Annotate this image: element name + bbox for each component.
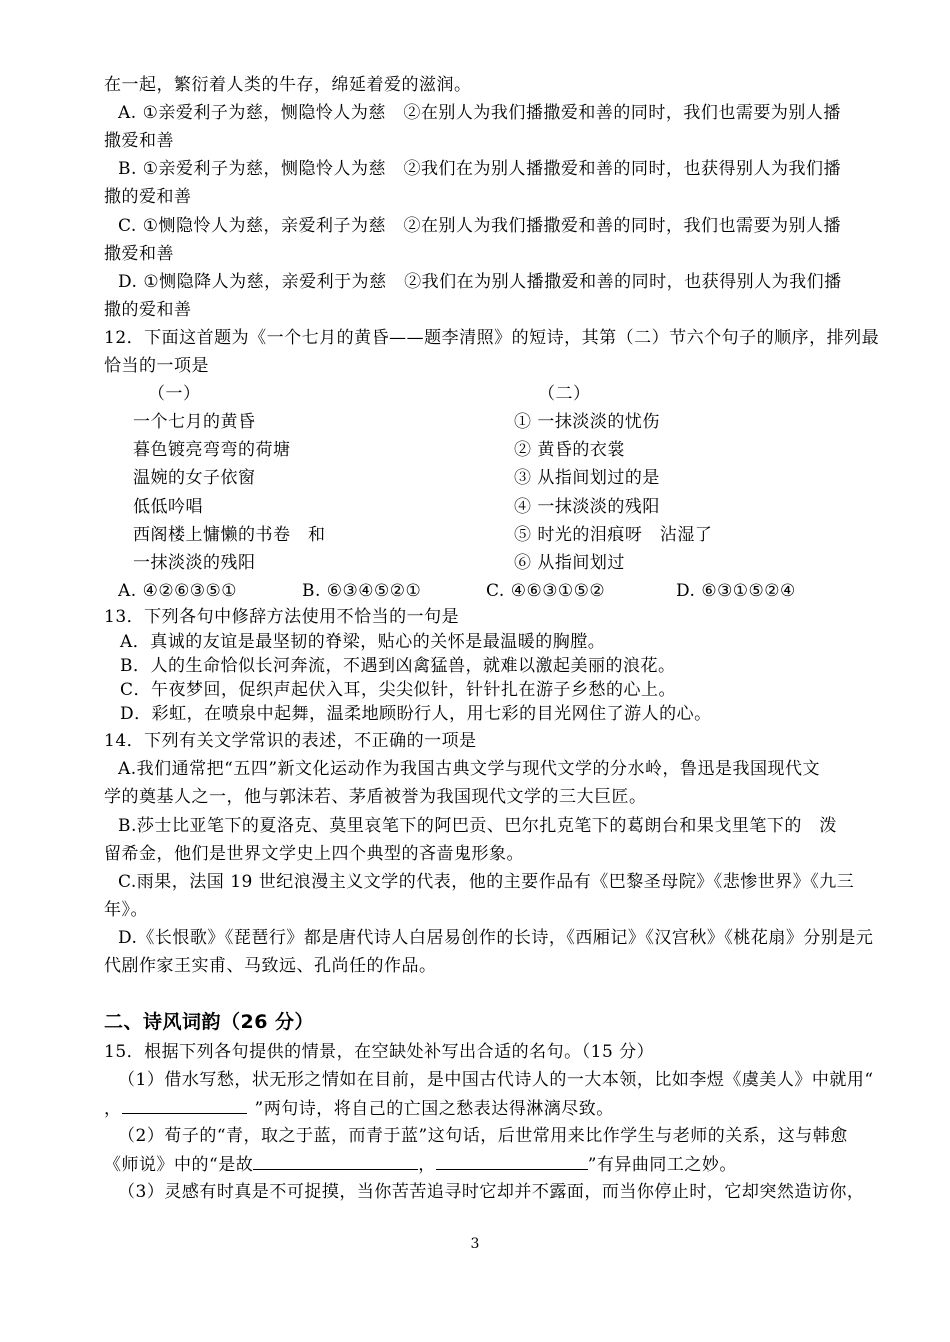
q15-item-2-suffix: ”有异曲同工之妙。 [587, 1155, 737, 1175]
answer-blank[interactable] [253, 1153, 418, 1170]
q15-item-2-cont [104, 1153, 737, 1176]
q15-item-1-suffix: ”两句诗，将自己的亡国之愁表达得淋漓尽致。 [254, 1099, 614, 1119]
q14-option-a: A.我们通常把“五四”新文化运动作为我国古典文学与现代文学的分水岭，鲁迅是我国现代文 [118, 759, 821, 779]
q11-option-d-cont: 撒的爱和善 [104, 300, 192, 320]
poem-left-line: 一个七月的黄昏 [133, 412, 256, 432]
q14-option-d-cont: 代剧作家王实甫、马致远、孔尚任的作品。 [104, 956, 437, 976]
poem-part-2-heading: （二） [538, 384, 591, 404]
poem-right-line: ⑥ 从指间划过 [514, 553, 625, 573]
poem-left-line: 一抹淡淡的残阳 [133, 553, 256, 573]
q13-option-c: C．午夜梦回，促织声起伏入耳，尖尖似针，针针扎在游子乡愁的心上。 [120, 680, 677, 700]
q15-item-2-prefix: 《师说》中的“是故 [104, 1155, 254, 1175]
q14-option-b-cont: 留希金，他们是世界文学史上四个典型的吝啬鬼形象。 [104, 844, 524, 864]
q14-option-a-cont: 学的奠基人之一，他与郭沫若、茅盾被誉为我国现代文学的三大巨匠。 [104, 787, 647, 807]
q12-option-a: A. ④②⑥③⑤① [118, 581, 238, 601]
q11-option-b: B. ①亲爱利子为慈，恻隐怜人为慈 ②我们在为别人播撒爱和善的同时，也获得别人为我们播 [118, 159, 842, 179]
q15-item-1-cont [104, 1097, 614, 1120]
q15-item-1-prefix: ， [104, 1099, 122, 1119]
q12-stem: 12．下面这首题为《一个七月的黄昏——题李清照》的短诗，其第（二）节六个句子的顺序，排列最 [104, 328, 880, 348]
prev-text-line: 在一起，繁衍着人类的牛存，绵延着爱的滋润。 [104, 75, 472, 95]
poem-right-line: ③ 从指间划过的是 [514, 468, 660, 488]
page-number: 3 [470, 1236, 480, 1252]
q13-option-d: D．彩虹，在喷泉中起舞，温柔地顾盼行人，用七彩的目光网住了游人的心。 [120, 704, 712, 724]
q11-option-d: D. ①恻隐降人为慈，亲爱利于为慈 ②我们在为别人播撒爱和善的同时，也获得别人为我们播 [118, 272, 842, 292]
q12-stem-cont: 恰当的一项是 [104, 356, 209, 376]
q15-item-1: （1）借水写愁，状无形之情如在目前，是中国古代诗人的一大本领，比如李煜《虞美人》中就用“ [118, 1070, 874, 1090]
section-title: 二、诗风词韵（26 分） [104, 1011, 315, 1033]
poem-left-line: 暮色镀亮弯弯的荷塘 [133, 440, 291, 460]
poem-left-line: 西阁楼上慵懒的书卷 和 [133, 525, 326, 545]
q11-option-a: A. ①亲爱利子为慈，恻隐怜人为慈 ②在别人为我们播撒爱和善的同时，我们也需要为别人播 [118, 103, 841, 123]
q15-item-2: （2）荀子的“青，取之于蓝，而青于蓝”这句话，后世常用来比作学生与老师的关系，这与韩愈 [118, 1126, 848, 1146]
poem-right-line: ② 黄昏的衣裳 [514, 440, 625, 460]
answer-blank[interactable] [436, 1153, 588, 1170]
poem-right-line: ④ 一抹淡淡的残阳 [514, 497, 660, 517]
q14-stem: 14．下列有关文学常识的表述，不正确的一项是 [104, 731, 477, 751]
answer-blank[interactable] [122, 1097, 247, 1114]
poem-right-line: ① 一抹淡淡的忧伤 [514, 412, 660, 432]
q13-option-b: B．人的生命恰似长河奔流，不遇到凶禽猛兽，就难以激起美丽的浪花。 [120, 656, 676, 676]
q14-option-d: D.《长恨歌》《琵琶行》都是唐代诗人白居易创作的长诗，《西厢记》《汉宫秋》《桃花扇》分别是元 [118, 928, 874, 948]
q15-item-2-comma: ， [418, 1155, 436, 1175]
q14-option-c-cont: 年》。 [104, 900, 148, 920]
q11-option-c: C. ①恻隐怜人为慈，亲爱利子为慈 ②在别人为我们播撒爱和善的同时，我们也需要为别人播 [118, 216, 841, 236]
q12-option-c: C. ④⑥③①⑤② [486, 581, 606, 601]
poem-part-1-heading: （一） [148, 384, 201, 404]
q15-item-3: （3）灵感有时真是不可捉摸，当你苦苦追寻时它却并不露面，而当你停止时，它却突然造访你， [118, 1182, 865, 1202]
q13-option-a: A．真诚的友谊是最坚韧的脊梁，贴心的关怀是最温暖的胸膛。 [120, 632, 606, 652]
q15-stem: 15．根据下列各句提供的情景，在空缺处补写出合适的名句。（15 分） [104, 1042, 655, 1062]
q11-option-a-cont: 撒爱和善 [104, 131, 174, 151]
poem-left-line: 低低吟唱 [133, 497, 203, 517]
q11-option-b-cont: 撒的爱和善 [104, 187, 192, 207]
q13-stem: 13．下列各句中修辞方法使用不恰当的一句是 [104, 607, 460, 627]
poem-right-line: ⑤ 时光的泪痕呀 沾湿了 [514, 525, 713, 545]
poem-left-line: 温婉的女子依窗 [133, 468, 256, 488]
q12-option-d: D. ⑥③①⑤②④ [676, 581, 796, 601]
q14-option-c: C.雨果，法国 19 世纪浪漫主义文学的代表，他的主要作品有《巴黎圣母院》《悲惨世界》《九三 [118, 872, 855, 892]
q11-option-c-cont: 撒爱和善 [104, 244, 174, 264]
q12-option-b: B. ⑥③④⑤②① [302, 581, 422, 601]
q14-option-b: B.莎士比亚笔下的夏洛克、莫里哀笔下的阿巴贡、巴尔扎克笔下的葛朗台和果戈里笔下的 泼 [118, 816, 837, 836]
